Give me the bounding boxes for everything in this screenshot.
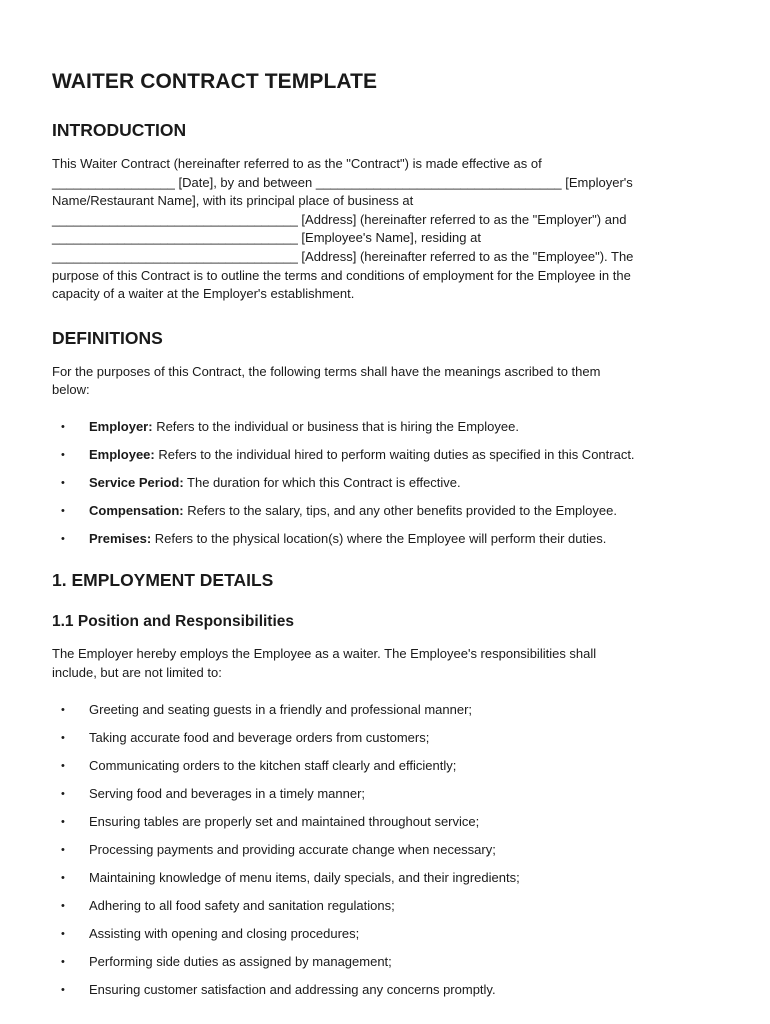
definition-item	[52, 530, 720, 549]
definition-text: Refers to the salary, tips, and any other benefits provided to the Employee.	[183, 502, 617, 518]
responsibility-text: Ensuring tables are properly set and maintained throughout service;	[89, 813, 480, 829]
position-intro: The Employer hereby employs the Employee as a waiter. The Employee's responsibilities shall include, but are not limited to:	[52, 646, 597, 681]
responsibility-text: Processing payments and providing accurate change when necessary;	[89, 841, 496, 857]
responsibility-item	[52, 785, 720, 804]
definition-text: The duration for which this Contract is effective.	[183, 474, 461, 490]
bullet: •	[61, 448, 65, 461]
document-title: WAITER CONTRACT TEMPLATE	[52, 70, 378, 93]
employment-section	[52, 570, 720, 999]
responsibility-item	[52, 841, 720, 860]
bullet: •	[61, 899, 65, 912]
responsibility-text: Ensuring customer satisfaction and addressing any concerns promptly.	[89, 981, 496, 997]
definition-term: Premises:	[89, 530, 152, 546]
definition-item	[52, 446, 720, 465]
responsibility-text: Serving food and beverages in a timely manner;	[89, 785, 366, 801]
responsibility-item	[52, 953, 720, 972]
bullet: •	[61, 927, 65, 940]
responsibility-item	[52, 897, 720, 916]
bullet: •	[61, 504, 65, 517]
responsibility-text: Assisting with opening and closing procedures;	[89, 925, 360, 941]
responsibility-text: Performing side duties as assigned by management;	[89, 953, 392, 969]
responsibility-item	[52, 729, 720, 748]
definitions-section	[52, 328, 720, 549]
bullet: •	[61, 476, 65, 489]
responsibilities-list	[52, 701, 720, 999]
bullet: •	[61, 871, 65, 884]
definition-term: Compensation:	[89, 502, 184, 518]
definition-term: Employer:	[89, 418, 153, 434]
position-subheading: 1.1 Position and Responsibilities	[52, 613, 295, 631]
responsibility-item	[52, 925, 720, 944]
definition-text: Refers to the individual hired to perform waiting duties as specified in this Contract.	[154, 446, 635, 462]
responsibility-text: Adhering to all food safety and sanitation regulations;	[89, 897, 395, 913]
definition-item	[52, 474, 720, 493]
bullet: •	[61, 703, 65, 716]
definition-text: Refers to the physical location(s) where the Employee will perform their duties.	[151, 530, 607, 546]
definitions-intro: For the purposes of this Contract, the following terms shall have the meanings ascribed to them below:	[52, 363, 601, 398]
bullet: •	[61, 731, 65, 744]
definition-text: Refers to the individual or business that is hiring the Employee.	[152, 418, 519, 434]
responsibility-item	[52, 701, 720, 720]
bullet: •	[61, 532, 65, 545]
bullet: •	[61, 843, 65, 856]
definition-term: Employee:	[89, 446, 155, 462]
responsibility-text: Taking accurate food and beverage orders from customers;	[89, 729, 430, 745]
introduction-section	[52, 120, 720, 304]
bullet: •	[61, 983, 65, 996]
bullet: •	[61, 759, 65, 772]
bullet: •	[61, 420, 65, 433]
bullet: •	[61, 815, 65, 828]
document-page	[52, 70, 720, 1008]
responsibility-item	[52, 981, 720, 1000]
responsibility-item	[52, 757, 720, 776]
introduction-paragraph: This Waiter Contract (hereinafter referred to as the "Contract") is made effective as of _________________ [Date], by and between __________________________________ [Employer's Name/Restaurant Name], with its principal place of business at __________________________________ [Address] (hereinafter referred to as the "Employer") and __________________________________ [Employee's Name], residing at __________________________________ [Address] (hereinafter referred to as the "Employee"). The purpose of this Contract is to outline the terms and conditions of employment for the Employee in the capacity of a waiter at the Employer's establishment.	[52, 156, 634, 302]
definitions-list	[52, 418, 720, 549]
definitions-heading: DEFINITIONS	[52, 327, 163, 348]
responsibility-text: Greeting and seating guests in a friendly and professional manner;	[89, 701, 473, 717]
responsibility-text: Communicating orders to the kitchen staff clearly and efficiently;	[89, 757, 457, 773]
bullet: •	[61, 955, 65, 968]
responsibility-item	[52, 813, 720, 832]
responsibility-item	[52, 869, 720, 888]
definition-term: Service Period:	[89, 474, 184, 490]
introduction-heading: INTRODUCTION	[52, 120, 187, 140]
responsibility-text: Maintaining knowledge of menu items, daily specials, and their ingredients;	[89, 869, 520, 885]
bullet: •	[61, 787, 65, 800]
definition-item	[52, 418, 720, 437]
definition-item	[52, 502, 720, 521]
employment-heading: 1. EMPLOYMENT DETAILS	[52, 570, 274, 591]
